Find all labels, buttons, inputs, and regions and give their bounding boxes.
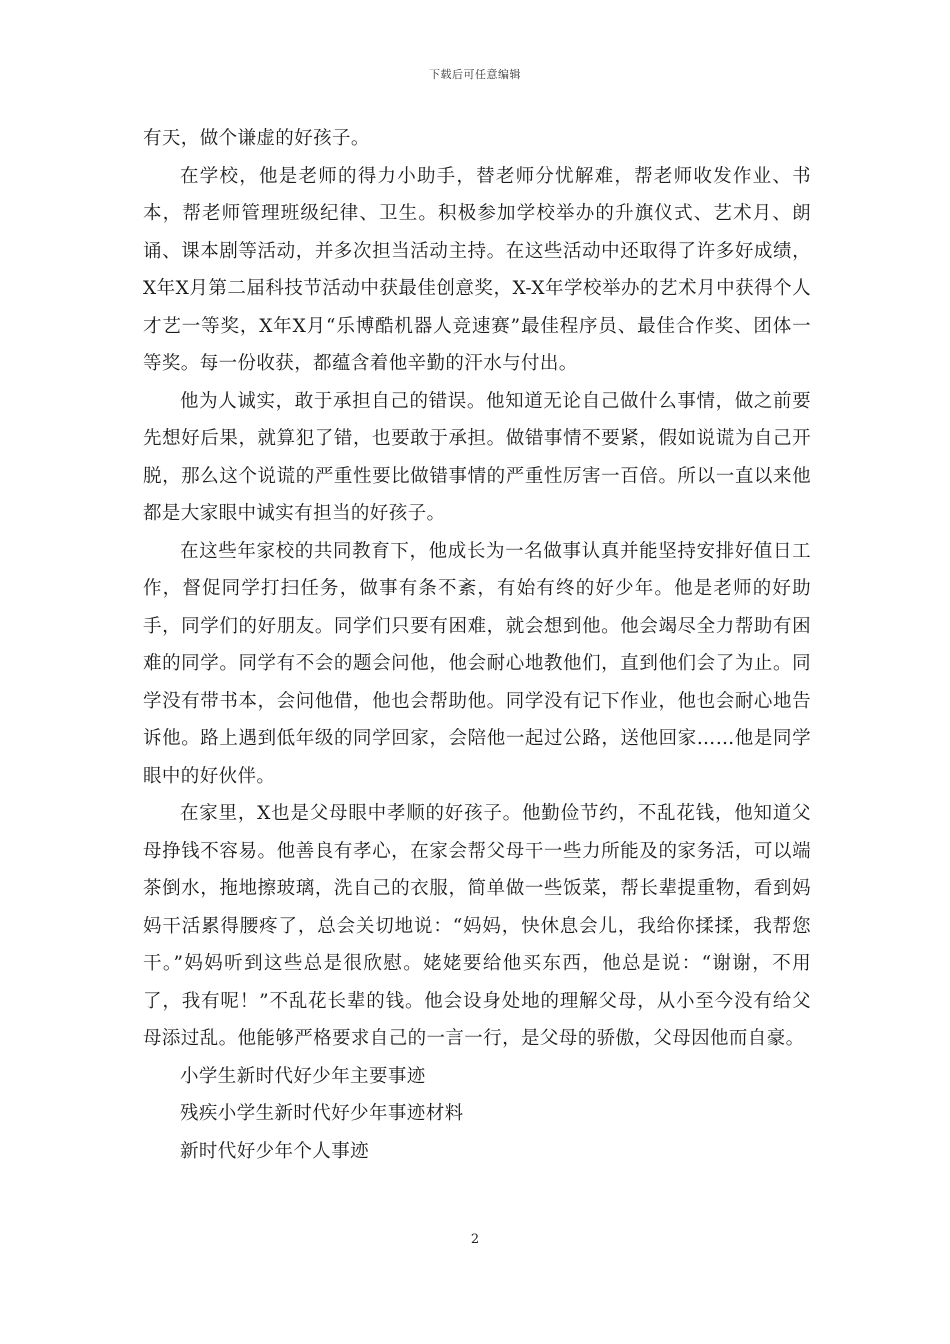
paragraph-classmates: 在这些年家校的共同教育下，他成长为一名做事认真并能坚持安排好值日工作，督促同学打扫任务，做事有条不紊，有始有终的好少年。他是老师的好助手，同学们的好朋友。同学们只要有困难，就会想到他。他会竭尽全力帮助有困难的同学。同学有不会的题会问他，他会耐心地教他们，直到他们会了为止。同学没有带书本，会问他借，他也会帮助他。同学没有记下作业，他也会耐心地告诉他。路上遇到低年级的同学回家，会陪他一起过公路，送他回家……他是同学眼中的好伙伴。 [143,540,811,787]
page-header: 下载后可任意编辑 [429,68,521,81]
related-link-2[interactable]: 残疾小学生新时代好少年事迹材料 [180,1103,464,1124]
page-number: 2 [470,1232,480,1247]
paragraph-honesty: 他为人诚实，敢于承担自己的错误。他知道无论自己做什么事情，做之前要先想好后果，就算犯了错，也要敢于承担。做错事情不要紧，假如说谎为自己开脱，那么这个说谎的严重性要比做错事情的严重性厉害一百倍。所以一直以来他都是大家眼中诚实有担当的好孩子。 [143,390,811,524]
paragraph-school: 在学校，他是老师的得力小助手，替老师分忧解难，帮老师收发作业、书本，帮老师管理班级纪律、卫生。积极参加学校举办的升旗仪式、艺术月、朗诵、课本剧等活动，并多次担当活动主持。在这些活动中还取得了许多好成绩，X年X月第二届科技节活动中获最佳创意奖，X-X年学校举办的艺术月中获得个人才艺一等奖，X年X月“乐博酷机器人竞速赛”最佳程序员、最佳合作奖、团体一等奖。每一份收获，都蕴含着他辛勤的汗水与付出。 [143,165,811,374]
paragraph-continuation: 有天，做个谦虚的好孩子。 [143,128,370,149]
document-body [143,120,811,1170]
paragraph-home: 在家里，X也是父母眼中孝顺的好孩子。他勤俭节约，不乱花钱，他知道父母挣钱不容易。他善良有孝心，在家会帮父母干一些力所能及的家务活，可以端茶倒水，拖地擦玻璃，洗自己的衣服，简单做一些饭菜，帮长辈提重物，看到妈妈干活累得腰疼了，总会关切地说：“妈妈，快休息会儿，我给你揉揉，我帮您干。”妈妈听到这些总是很欣慰。姥姥要给他买东西，他总是说：“谢谢，不用了，我有呢！”不乱花长辈的钱。他会设身处地的理解父母，从小至今没有给父母添过乱。他能够严格要求自己的一言一行，是父母的骄傲，父母因他而自豪。 [143,803,811,1049]
related-link-3[interactable]: 新时代好少年个人事迹 [180,1140,370,1162]
related-link-1[interactable]: 小学生新时代好少年主要事迹 [180,1065,426,1087]
